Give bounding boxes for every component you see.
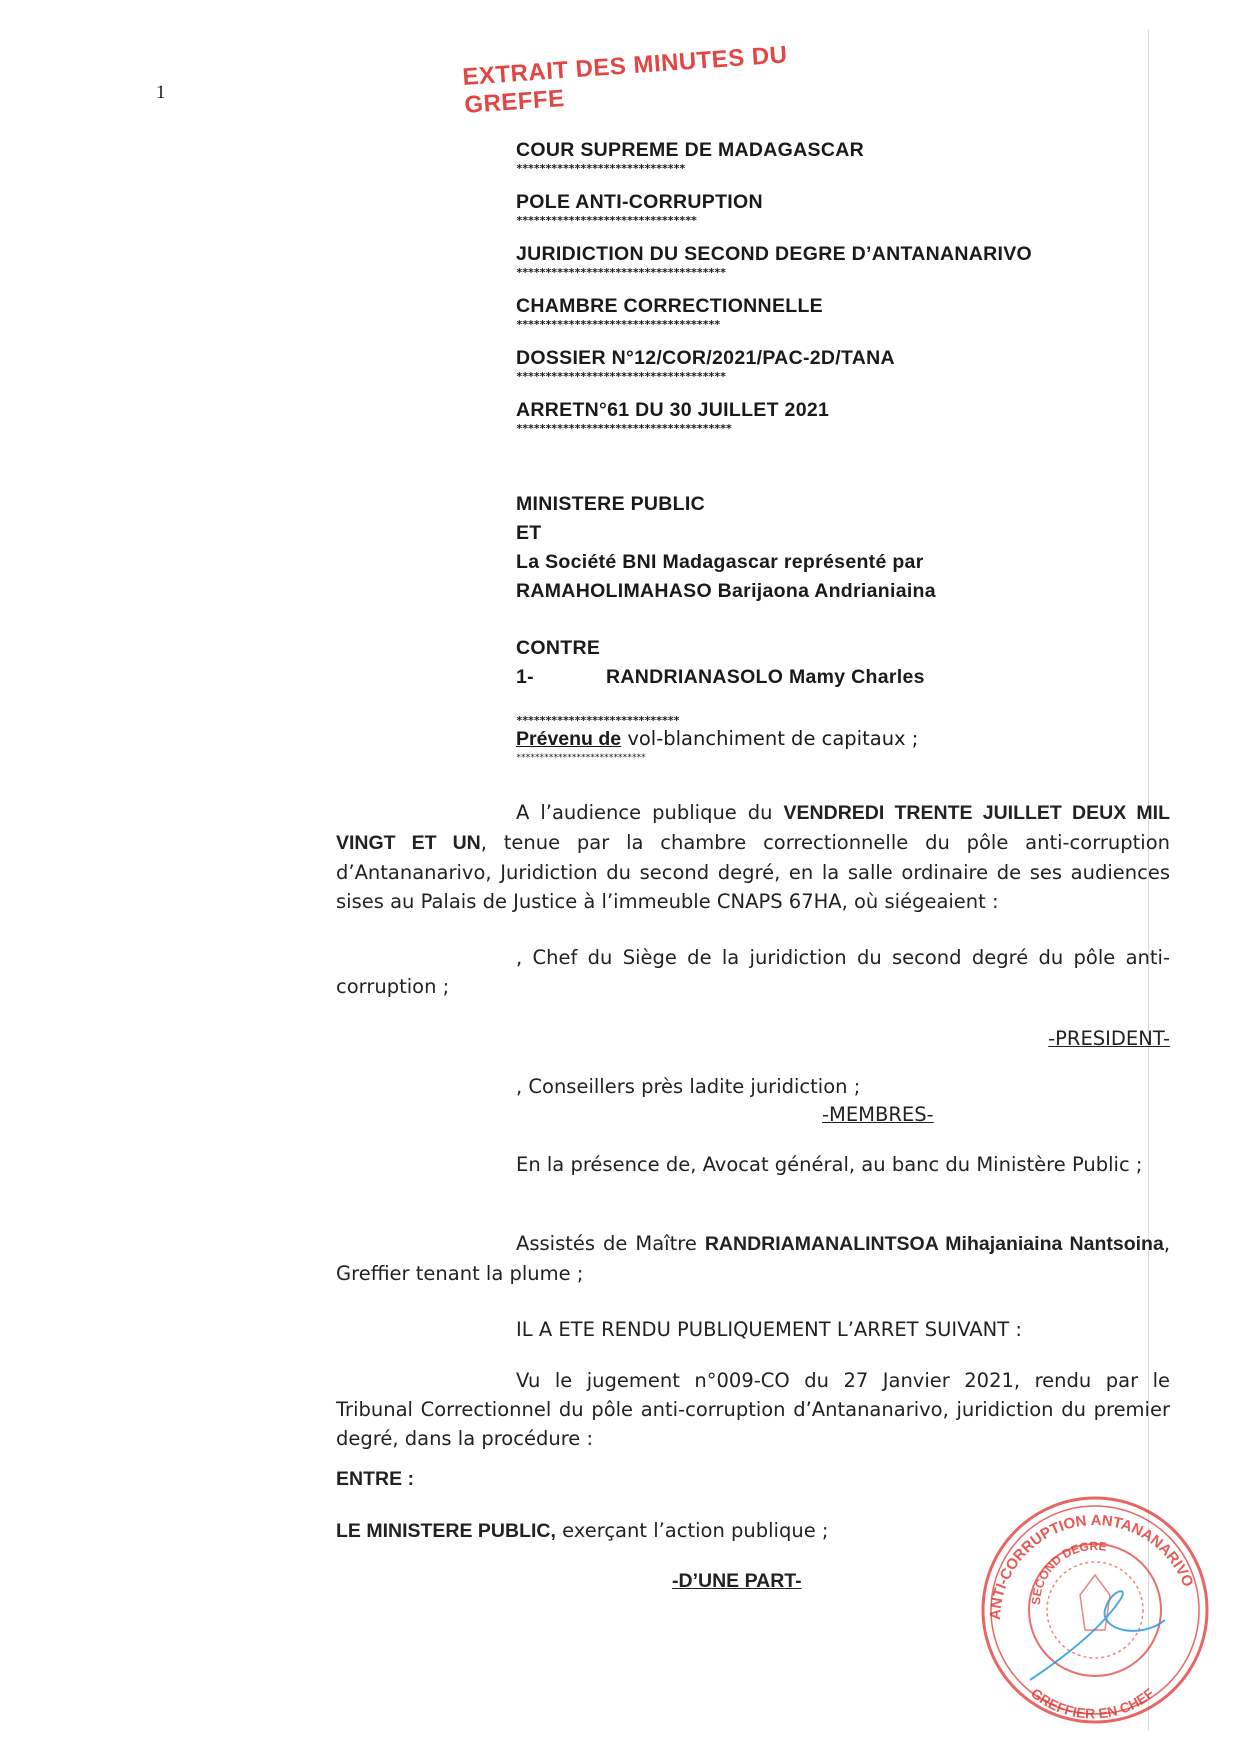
separator-stars: **************************** bbox=[516, 714, 680, 727]
page-number: 1 bbox=[156, 82, 166, 103]
ministere-line: LE MINISTERE PUBLIC, exerçant l’action publique ; bbox=[336, 1519, 829, 1542]
membres-label: -MEMBRES- bbox=[822, 1103, 934, 1126]
separator-stars: ******************************* bbox=[516, 214, 697, 227]
header-line: POLE ANTI-CORRUPTION bbox=[516, 191, 763, 213]
separator-stars: ************************************ bbox=[516, 370, 726, 383]
audience-paragraph: A l’audience publique du VENDREDI TRENTE JUILLET DEUX MIL VINGT ET UN, tenue par la chambre correctionnelle du pôle anti-corruption d’Antananarivo, Juridiction du second degré, en la salle ordinaire de ses audiences sises au Palais de Justice à l’immeuble CNAPS 67HA, où siégeaient : bbox=[336, 801, 1170, 913]
entre-label: ENTRE : bbox=[336, 1468, 414, 1490]
party-line: La Société BNI Madagascar représenté par bbox=[516, 551, 924, 573]
vu-paragraph: Vu le jugement n°009-CO du 27 Janvier 2021, rendu par le Tribunal Correctionnel du pôle anti-corruption d’Antananarivo, juridiction du premier degré, dans la procédure : bbox=[336, 1369, 1170, 1450]
accused-number: 1- bbox=[516, 666, 534, 688]
party-line: MINISTERE PUBLIC bbox=[516, 493, 705, 515]
separator-stars: ************************************* bbox=[516, 422, 732, 435]
header-line: CHAMBRE CORRECTIONNELLE bbox=[516, 295, 823, 317]
header-line: DOSSIER N°12/COR/2021/PAC-2D/TANA bbox=[516, 347, 895, 369]
seal-bottom-text: GREFFIER EN CHEF bbox=[1028, 1684, 1157, 1722]
seal-middle-text: SECOND DEGRE bbox=[1028, 1538, 1108, 1606]
separator-stars: ***************************** bbox=[516, 162, 685, 175]
audience-date: VENDREDI TRENTE JUILLET DEUX MIL VINGT ET UN bbox=[336, 802, 1170, 854]
chef-paragraph: , Chef du Siège de la juridiction du second degré du pôle anti-corruption ; bbox=[336, 946, 1170, 998]
contre-label: CONTRE bbox=[516, 637, 601, 659]
assistes-paragraph: Assistés de Maître RANDRIAMANALINTSOA Mihajaniaina Nantsoina, Greffier tenant la plume ; bbox=[336, 1232, 1171, 1285]
prevenu-label: Prévenu de bbox=[516, 728, 622, 750]
dune-part-label: -D’UNE PART- bbox=[672, 1570, 802, 1592]
accused-name: RANDRIANASOLO Mamy Charles bbox=[606, 666, 925, 688]
header-line: ARRETN°61 DU 30 JUILLET 2021 bbox=[516, 399, 830, 421]
accused-row bbox=[516, 663, 1076, 692]
rendu-line: IL A ETE RENDU PUBLIQUEMENT L’ARRET SUIVANT : bbox=[516, 1318, 1022, 1341]
greffe-seal bbox=[970, 1480, 1220, 1730]
separator-stars: ************************************ bbox=[516, 266, 726, 279]
greffier-name: RANDRIAMANALINTSOA Mihajaniaina Nantsoina bbox=[704, 1233, 1164, 1255]
party-line: RAMAHOLIMAHASO Barijaona Andrianiaina bbox=[516, 580, 936, 602]
prevenu-line bbox=[516, 726, 1076, 764]
president-label: -PRESIDENT- bbox=[1048, 1027, 1170, 1050]
seal-top-text: ANTI-CORRUPTION ANTANANARIVO bbox=[986, 1511, 1197, 1621]
presence-paragraph: En la présence de, Avocat général, au banc du Ministère Public ; bbox=[516, 1153, 1143, 1176]
conseillers-paragraph: , Conseillers près ladite juridiction ; bbox=[516, 1075, 861, 1098]
separator-stars: *********************************** bbox=[516, 318, 720, 331]
extrait-stamp: EXTRAIT DES MINUTES DU GREFFE bbox=[461, 41, 789, 119]
party-line: ET bbox=[516, 522, 542, 544]
separator-stars: **************************** bbox=[516, 753, 646, 763]
header-line: COUR SUPREME DE MADAGASCAR bbox=[516, 139, 864, 161]
parties-block bbox=[516, 490, 1076, 728]
header-line: JURIDICTION DU SECOND DEGRE D’ANTANANARIVO bbox=[516, 243, 1033, 265]
prevenu-charge: vol-blanchiment de capitaux ; bbox=[621, 727, 919, 750]
signature-icon bbox=[1030, 1591, 1165, 1680]
court-header bbox=[516, 138, 1076, 450]
